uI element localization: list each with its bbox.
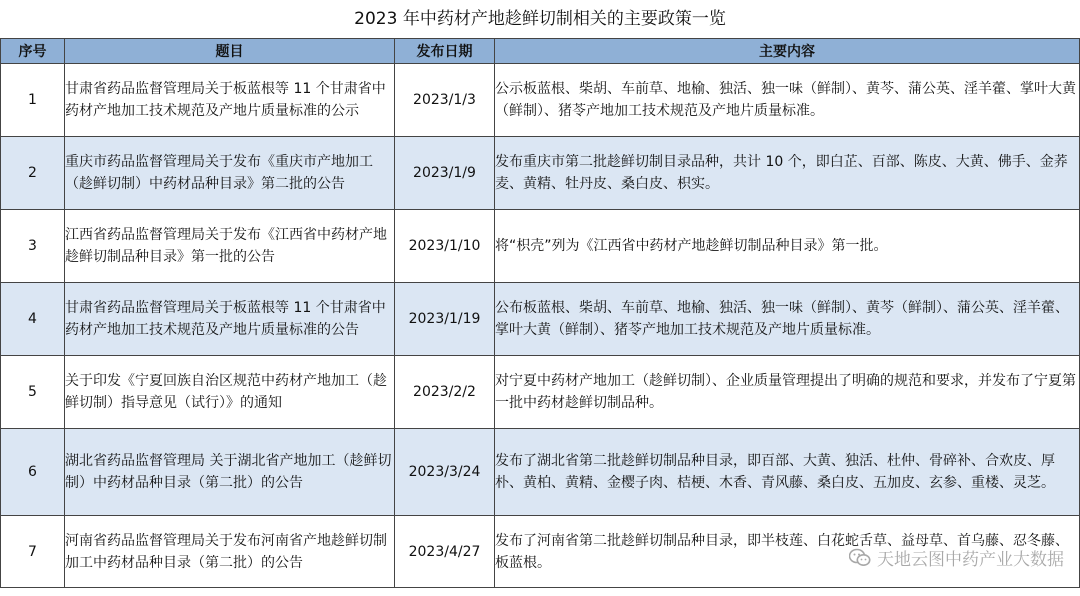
row-number: 3 bbox=[1, 210, 65, 283]
row-content-text: 公示板蓝根、柴胡、车前草、地榆、独活、独一味（鲜制）、黄芩、蒲公英、淫羊藿、掌叶大黄（鲜制）、猪苓产地加工技术规范及产地片质量标准。 bbox=[495, 81, 1076, 119]
row-date: 2023/1/19 bbox=[395, 283, 495, 356]
row-date: 2023/1/9 bbox=[395, 137, 495, 210]
row-topic-text: 重庆市药品监督管理局关于发布《重庆市产地加工（趁鲜切制）中药材品种目录》第二批的公告 bbox=[65, 154, 373, 192]
row-topic-text: 河南省药品监督管理局关于发布河南省产地趁鲜切制加工中药材品种目录（第二批）的公告 bbox=[65, 532, 387, 571]
row-content bbox=[495, 356, 1080, 429]
row-topic-text: 关于印发《宁夏回族自治区规范中药材产地加工（趁鲜切制）指导意见（试行）》的通知 bbox=[65, 373, 387, 411]
row-content bbox=[495, 64, 1080, 137]
column-header-no: 序号 bbox=[1, 39, 65, 64]
row-number: 6 bbox=[1, 429, 65, 516]
row-topic-text: 甘肃省药品监督管理局关于板蓝根等 11 个甘肃省中药材产地加工技术规范及产地片质量标准的公示 bbox=[65, 81, 386, 119]
row-date: 2023/3/24 bbox=[395, 429, 495, 516]
row-content bbox=[495, 210, 1080, 283]
row-topic bbox=[65, 64, 395, 137]
column-header-date: 发布日期 bbox=[395, 39, 495, 64]
row-number: 5 bbox=[1, 356, 65, 429]
row-topic bbox=[65, 429, 395, 516]
row-content bbox=[495, 137, 1080, 210]
row-content-text: 发布了湖北省第二批趁鲜切制品种目录，即百部、大黄、独活、杜仲、骨碎补、合欢皮、厚朴、黄柏、黄精、金樱子肉、桔梗、木香、青风藤、桑白皮、五加皮、玄参、重楼、灵芝。 bbox=[495, 453, 1055, 491]
table-row bbox=[1, 429, 1080, 516]
row-topic-text: 湖北省药品监督管理局 关于湖北省产地加工（趁鲜切制）中药材品种目录（第二批）的公告 bbox=[65, 453, 392, 491]
row-content-text: 发布了河南省第二批趁鲜切制品种目录，即半枝莲、白花蛇舌草、益母草、首乌藤、忍冬藤、板蓝根。 bbox=[495, 532, 1069, 571]
row-content-text: 发布重庆市第二批趁鲜切制目录品种，共计 10 个，即白芷、百部、陈皮、大黄、佛手、金荞麦、黄精、牡丹皮、桑白皮、枳实。 bbox=[495, 154, 1068, 192]
row-number: 2 bbox=[1, 137, 65, 210]
row-number: 7 bbox=[1, 516, 65, 588]
row-topic-text: 江西省药品监督管理局关于发布《江西省中药材产地趁鲜切制品种目录》第一批的公告 bbox=[65, 227, 387, 265]
row-topic bbox=[65, 356, 395, 429]
column-header-content: 主要内容 bbox=[495, 39, 1080, 64]
row-content bbox=[495, 429, 1080, 516]
table-row bbox=[1, 283, 1080, 356]
watermark-text: 天地云图中药产业大数据 bbox=[877, 550, 1064, 570]
row-topic bbox=[65, 210, 395, 283]
row-number: 4 bbox=[1, 283, 65, 356]
row-content-text: 公布板蓝根、柴胡、车前草、地榆、独活、独一味（鲜制）、黄芩（鲜制）、蒲公英、淫羊藿、掌叶大黄（鲜制）、猪苓产地加工技术规范及产地片质量标准。 bbox=[495, 300, 1069, 338]
table-row bbox=[1, 137, 1080, 210]
row-content-text: 将“枳壳”列为《江西省中药材产地趁鲜切制品种目录》第一批。 bbox=[495, 238, 888, 254]
wechat-icon bbox=[849, 548, 871, 568]
column-header-topic: 题目 bbox=[65, 39, 395, 64]
table-row bbox=[1, 210, 1080, 283]
row-content bbox=[495, 283, 1080, 356]
row-date: 2023/2/2 bbox=[395, 356, 495, 429]
policy-table bbox=[0, 38, 1080, 588]
table-row bbox=[1, 64, 1080, 137]
row-topic bbox=[65, 516, 395, 588]
row-number: 1 bbox=[1, 64, 65, 137]
row-date: 2023/1/10 bbox=[395, 210, 495, 283]
table-row bbox=[1, 356, 1080, 429]
row-content-text: 对宁夏中药材产地加工（趁鲜切制）、企业质量管理提出了明确的规范和要求，并发布了宁夏第一批中药材趁鲜切制品种。 bbox=[495, 373, 1076, 411]
row-date: 2023/4/27 bbox=[395, 516, 495, 588]
table-header-row bbox=[1, 39, 1080, 64]
row-topic bbox=[65, 283, 395, 356]
row-topic bbox=[65, 137, 395, 210]
page-title: 2023 年中药材产地趁鲜切制相关的主要政策一览 bbox=[354, 9, 726, 29]
row-date: 2023/1/3 bbox=[395, 64, 495, 137]
watermark bbox=[849, 545, 1064, 570]
row-topic-text: 甘肃省药品监督管理局关于板蓝根等 11 个甘肃省中药材产地加工技术规范及产地片质量标准的公告 bbox=[65, 300, 386, 338]
